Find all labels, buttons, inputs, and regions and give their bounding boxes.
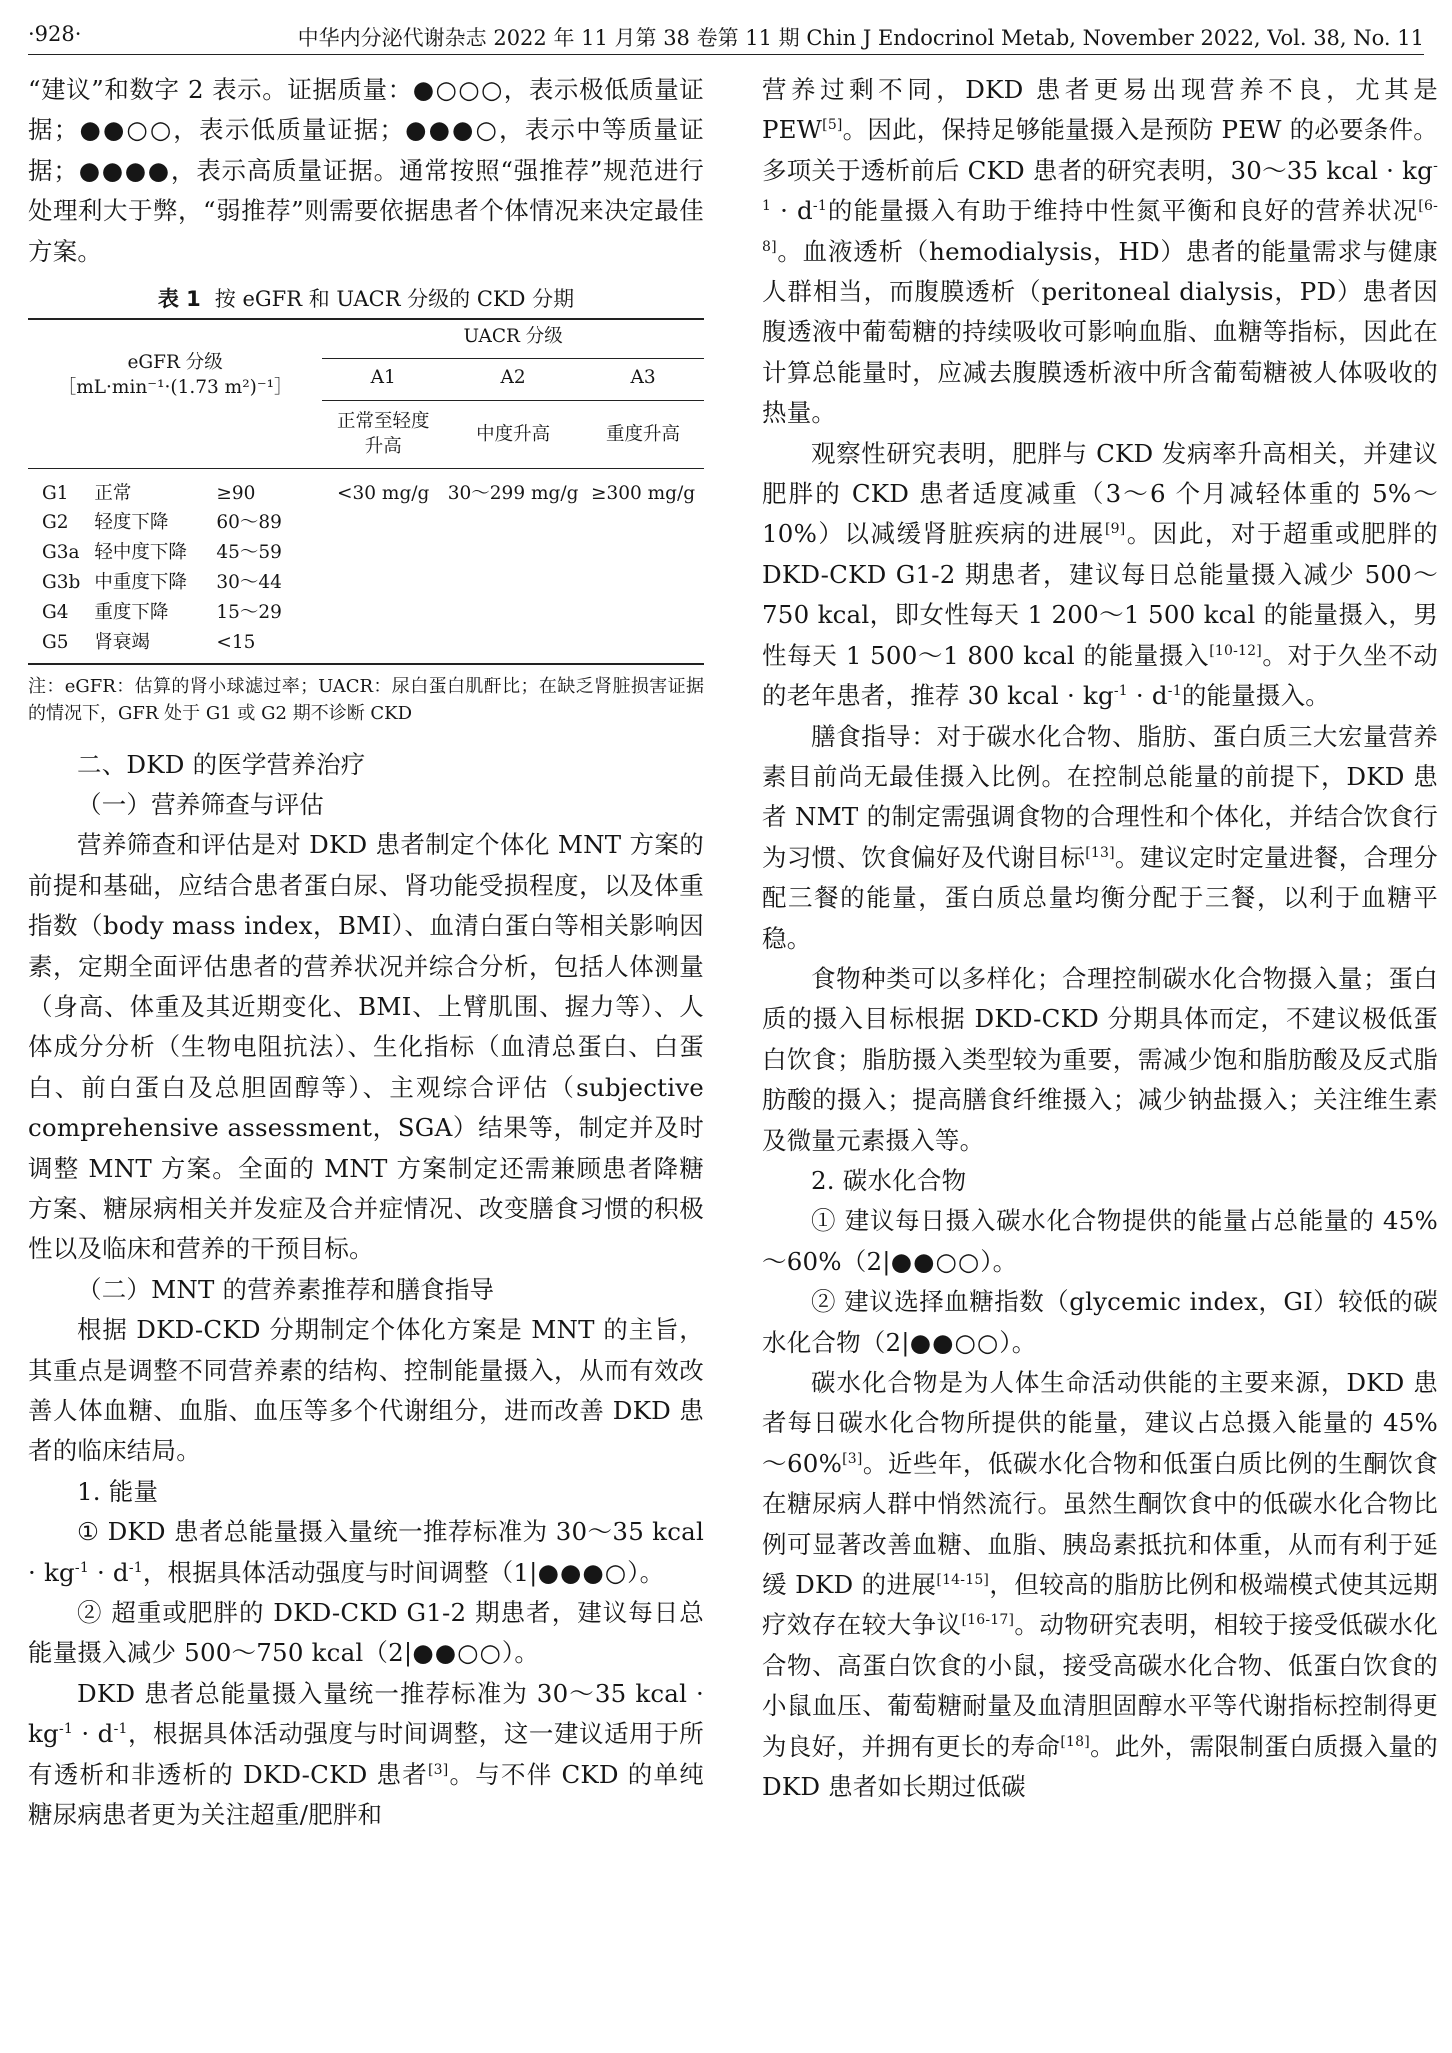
citation: [13] [1085,844,1115,861]
col-code-a3: A3 [630,366,656,388]
citation: [14-15] [936,1572,990,1589]
paragraph-pew: 营养过剩不同，DKD 患者更易出现营养不良，尤其是 PEW[5]。因此，保持足够能量摄入是预防 PEW 的必要条件。多项关于透析前后 CKD 患者的研究表明，30～35 kcal · $kg^{-1} \cdot d^{-1}$的能量摄入有助于维持中性氮平衡和良好的营养状况[6-8]。血液透析（hemodialysis，HD）患者的能量需求与健康人群相当，而腹膜透析（peritoneal dialysis，PD）患者因腹透液中葡萄糖的持续吸收可影响血脂、血糖等指标，因此在计算总能量时，应减去腹膜透析液中所含葡萄糖被人体吸收的热量。 [762,75,1438,428]
recommendation-energy-2: ② 超重或肥胖的 DKD-CKD G1-2 期患者，建议每日总能量摄入减少 500～750 kcal（2|●●○○）。 [28,1598,704,1668]
left-column [28,70,704,1836]
paragraph-screening: 营养筛查和评估是对 DKD 患者制定个体化 MNT 方案的前提和基础，应结合患者蛋白尿、肾功能受损程度，以及体重指数（body mass index，BMI）、血清白蛋白等相关影响因素，定期全面评估患者的营养状况并综合分析，包括人体测量（身高、体重及其近期变化、BMI、上臂肌围、握力等）、人体成分分析（生物电阻抗法）、生化指标（血清总蛋白、白蛋白、前白蛋白及总胆固醇等）、主观综合评估（subjective comprehensive assessment，SGA）结果等，制定并及时调整 MNT 方案。全面的 MNT 方案制定还需兼顾患者降糖方案、糖尿病相关并发症及合并症情况、改变膳食习惯的积极性以及临床和营养的干预目标。 [28,830,704,1264]
col-code-a1: A1 [370,366,396,388]
citation: [5] [822,117,843,134]
table-caption [28,284,704,314]
row-g4-desc: 重度下降 [94,601,169,623]
row-g3a-desc: 轻中度下降 [94,541,187,563]
row-g5-desc: 肾衰竭 [94,631,150,653]
row-g3a-grade: G3a [42,541,80,563]
row-g3a-range: 45～59 [216,541,282,563]
citation: [18] [1060,1733,1090,1750]
recommendation-carb-2: ② 建议选择血糖指数（glycemic index，GI）较低的碳水化合物（2|●●○○）。 [762,1287,1438,1357]
row-g2-grade: G2 [42,511,69,533]
ckd-staging-table [28,318,704,665]
table-note: 注：eGFR：估算的肾小球滤过率；UACR：尿白蛋白肌酐比；在缺乏肾脏损害证据的情况下，GFR 处于 G1 或 G2 期不诊断 CKD [28,675,704,724]
col-desc-a2: 中度升高 [444,400,582,468]
journal-citation: 中华内分泌代谢杂志 2022 年 11 月第 38 卷第 11 期 Chin J Endocrinol Metab, November 2022, Vol. 38, No. 11 [297,26,1424,50]
page-number: ·928· [28,22,82,46]
paragraph-food-variety: 食物种类可以多样化；合理控制碳水化合物摄入量；蛋白质的摄入目标根据 DKD-CKD 分期具体而定，不建议极低蛋白饮食；脂肪摄入类型较为重要，需减少饱和脂肪酸及反式脂肪酸的摄入；提高膳食纤维摄入；减少钠盐摄入；关注维生素及微量元素摄入等。 [762,963,1438,1155]
row-g1-grade: G1 [42,482,69,504]
row-g5-range: <15 [216,631,256,653]
col-value-a2: 30～299 mg/g [447,482,579,504]
row-g3b-desc: 中重度下降 [94,571,187,593]
subheading-carbohydrate: 2. 碳水化合物 [811,1165,967,1195]
row-g3b-range: 30～44 [216,571,282,593]
col-value-a3: ≥300 mg/g [590,482,696,504]
row-g2-range: 60～89 [216,511,282,533]
paragraph-energy: DKD 患者总能量摄入量统一推荐标准为 30～35 kcal · $kg^{-1} \cdot d^{-1}$，根据具体活动强度与时间调整，这一建议适用于所有透析和非透析的 DKD-CKD 患者[3]。与不伴 CKD 的单纯糖尿病患者更为关注超重/肥胖和 [28,1678,705,1830]
citation: [3] [842,1450,863,1467]
right-column [762,70,1438,1807]
paragraph-carbohydrate: 碳水化合物是为人体生命活动供能的主要来源，DKD 患者每日碳水化合物所提供的能量，建议占总摄入能量的 45%～60%[3]。近些年，低碳水化合物和低蛋白质比例的生酮饮食在糖尿病人群中悄然流行。虽然生酮饮食中的低碳水化合物比例可显著改善血糖、血脂、胰岛素抵抗和体重，从而有利于延缓 DKD 的进展[14-15]，但较高的脂肪比例和极端模式使其远期疗效存在较大争议[16-17]。动物研究表明，相较于接受低碳水化合物、高蛋白饮食的小鼠，接受高碳水化合物、低蛋白饮食的小鼠血压、葡萄糖耐量及血清胆固醇水平等代谢指标控制得更为良好，并拥有更长的寿命[18]。此外，需限制蛋白质摄入量的 DKD 患者如长期过低碳 [762,1368,1438,1802]
row-g1-range: ≥90 [216,482,256,504]
subsection-heading-screening: （一）营养筛查与评估 [77,789,324,819]
section-heading-2: 二、DKD 的医学营养治疗 [77,749,366,779]
egfr-header-cell: eGFR 分级 ［mL·min⁻¹·(1.73 m²)⁻¹］ [57,352,293,399]
citation: [10-12] [1209,642,1262,659]
subsection-heading-mnt: （二）MNT 的营养素推荐和膳食指导 [77,1274,495,1304]
row-g4-range: 15～29 [216,601,282,623]
paragraph-obesity: 观察性研究表明，肥胖与 CKD 发病率升高相关，并建议肥胖的 CKD 患者适度减重（3～6 个月减轻体重的 5%～10%）以减缓肾脏疾病的进展[9]。因此，对于超重或肥胖的 DKD-CKD G1-2 期患者，建议每日总能量摄入减少 500～750 kcal，即女性每天 1 200～1 500 kcal 的能量摄入，男性每天 1 500～1 800 kcal 的能量摄入[10-12]。对于久坐不动的老年患者，推荐 30 kcal · $kg^{-1} \cdot d^{-1}$的能量摄入。 [762,438,1438,711]
evidence-quality-paragraph: “建议”和数字 2 表示。证据质量：●○○○，表示极低质量证据；●●○○，表示低质量证据；●●●○，表示中等质量证据；●●●●，表示高质量证据。通常按照“强推荐”规范进行处理利大于弊，“弱推荐”则需要依据患者个体情况来决定最佳方案。 [28,75,705,266]
row-g1-desc: 正常 [94,482,132,504]
citation: [16-17] [961,1612,1015,1629]
recommendation-energy-1: ① DKD 患者总能量摄入量统一推荐标准为 30～35 kcal · $kg^{-1} \cdot d^{-1}$，根据具体活动强度与时间调整（1|●●●○）。 [28,1517,704,1587]
citation: [9] [1104,521,1126,538]
recommendation-carb-1: ① 建议每日摄入碳水化合物提供的能量占总能量的 45%～60%（2|●●○○）。 [762,1206,1438,1276]
paragraph-mnt: 根据 DKD-CKD 分期制定个体化方案是 MNT 的主旨，其重点是调整不同营养素的结构、控制能量摄入，从而有效改善人体血糖、血脂、血压等多个代谢组分，进而改善 DKD 患者的临床结局。 [28,1315,704,1466]
citation: [3] [427,1761,449,1778]
running-header [28,14,1424,55]
row-g2-desc: 轻度下降 [94,511,169,533]
table-title: 按 eGFR 和 UACR 分级的 CKD 分期 [214,287,575,312]
subheading-energy: 1. 能量 [77,1476,159,1506]
col-desc-a3: 重度升高 [582,400,704,468]
col-value-a1: <30 mg/g [337,482,430,504]
row-g4-grade: G4 [42,601,69,623]
uacr-header: UACR 分级 [322,319,704,358]
paragraph-diet-guidance: 膳食指导：对于碳水化合物、脂肪、蛋白质三大宏量营养素目前尚无最佳摄入比例。在控制总能量的前提下，DKD 患者 NMT 的制定需强调食物的合理性和个体化，并结合饮食行为习惯、饮食偏好及代谢目标[13]。建议定时定量进餐，合理分配三餐的能量，蛋白质总量均衡分配于三餐，以利于血糖平稳。 [762,721,1438,953]
table-label: 表 1 [157,287,201,312]
col-code-a2: A2 [500,366,526,388]
row-g3b-grade: G3b [42,571,81,593]
citation: [6-8] [762,198,1438,255]
col-desc-a1: 正常至轻度升高 [322,400,444,468]
row-g5-grade: G5 [42,631,69,653]
